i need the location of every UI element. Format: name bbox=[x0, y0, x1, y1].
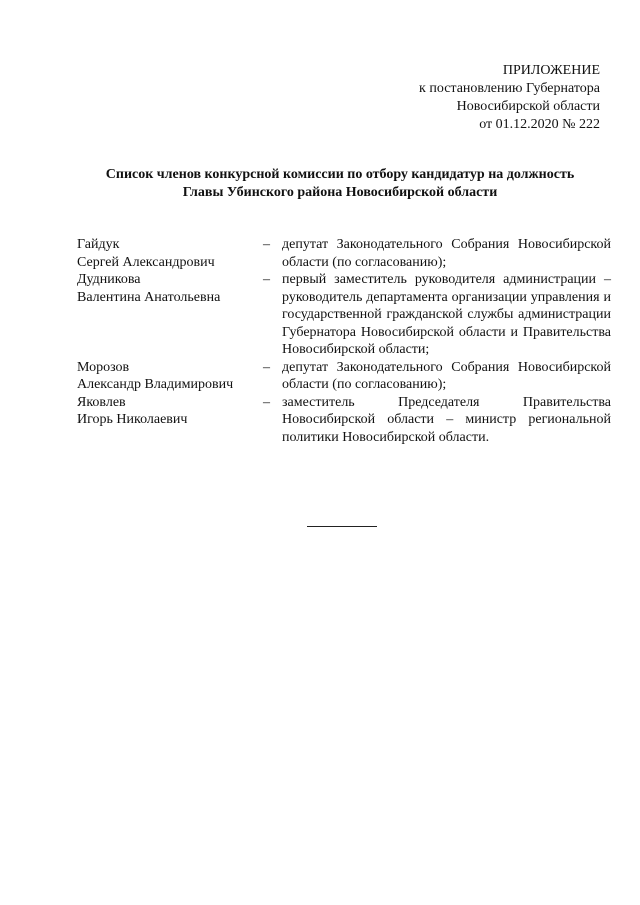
member-name bbox=[77, 271, 263, 306]
member-role: депутат Законодательного Собрания Новосибирской области (по согласованию); bbox=[282, 237, 611, 270]
appendix-header bbox=[419, 62, 600, 134]
title-line-1: Список членов конкурсной комиссии по отбору кандидатур на должность bbox=[105, 167, 575, 182]
member-item bbox=[77, 236, 611, 271]
member-dash: – bbox=[263, 237, 270, 252]
member-name bbox=[77, 394, 263, 429]
appendix-region: Новосибирской области bbox=[456, 99, 600, 114]
member-role: депутат Законодательного Собрания Новосибирской области (по согласованию); bbox=[282, 359, 611, 392]
document-title bbox=[60, 166, 620, 202]
member-given-names: Александр Владимирович bbox=[77, 377, 234, 392]
members-list bbox=[77, 236, 611, 446]
member-surname: Морозов bbox=[77, 359, 130, 375]
member-given-names: Сергей Александрович bbox=[77, 254, 215, 270]
appendix-date-number: от 01.12.2020 № 222 bbox=[479, 117, 600, 132]
member-item bbox=[77, 271, 611, 359]
member-surname: Яковлев bbox=[77, 394, 126, 410]
member-name bbox=[77, 236, 263, 271]
member-given-names: Валентина Анатольевна bbox=[77, 289, 221, 305]
member-item bbox=[77, 394, 611, 447]
member-role: первый заместитель руководителя администрации – руководитель департамента организации управления и государственной гражданской службы администрации Губернатора Новосибирской области и Правительства Новосибирской области; bbox=[282, 272, 611, 357]
appendix-resolution: к постановлению Губернатора bbox=[419, 81, 600, 96]
closing-rule bbox=[307, 526, 377, 527]
member-item bbox=[77, 359, 611, 394]
member-given-names: Игорь Николаевич bbox=[77, 412, 188, 427]
member-surname: Гайдук bbox=[77, 237, 120, 252]
title-line-2: Главы Убинского района Новосибирской области bbox=[182, 185, 498, 200]
member-name bbox=[77, 359, 263, 394]
member-surname: Дудникова bbox=[77, 272, 141, 287]
member-role: заместитель Председателя Правительства Новосибирской области – министр региональной политики Новосибирской области. bbox=[282, 394, 611, 445]
member-dash: – bbox=[263, 359, 270, 375]
member-dash: – bbox=[263, 394, 270, 410]
appendix-label: ПРИЛОЖЕНИЕ bbox=[502, 63, 600, 78]
member-dash: – bbox=[263, 272, 270, 287]
